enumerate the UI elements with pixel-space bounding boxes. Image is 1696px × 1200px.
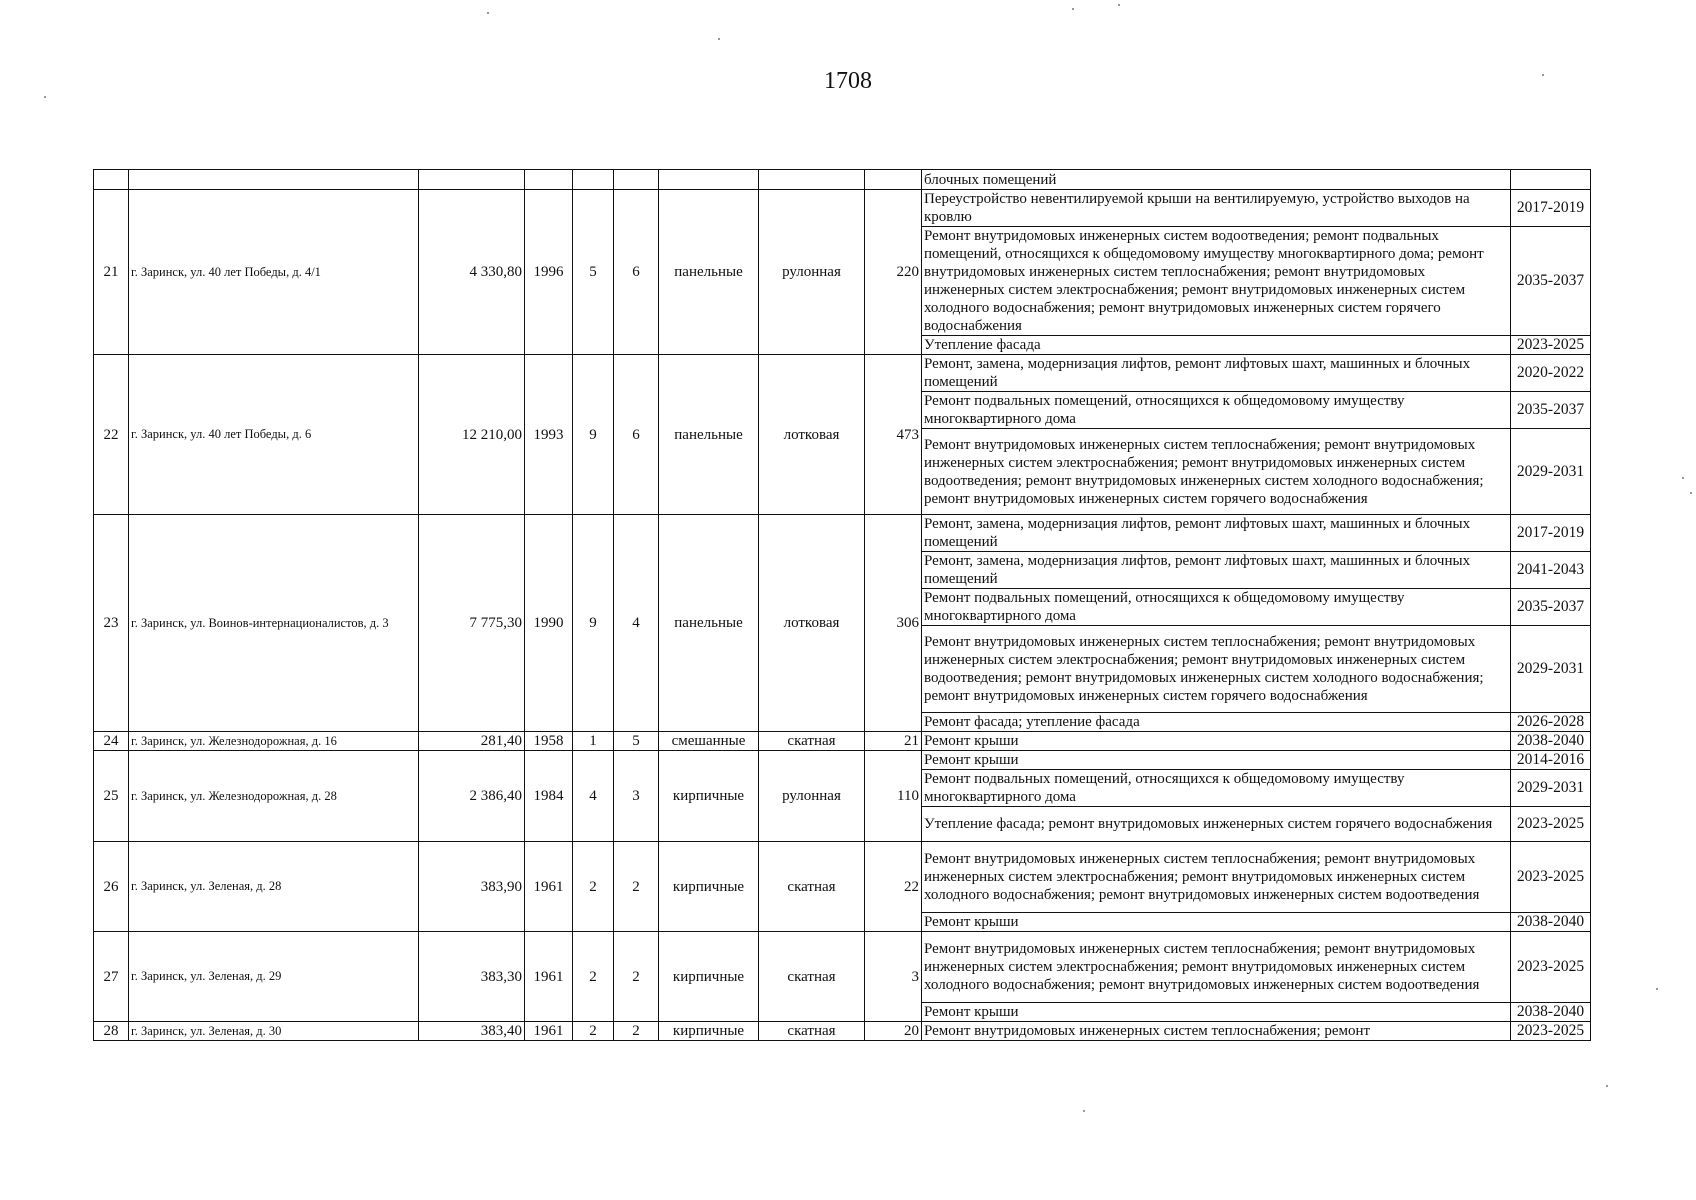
year-built-cell: 1961 xyxy=(525,1022,573,1041)
floors-cell: 2 xyxy=(573,932,614,1022)
table-row xyxy=(94,732,1591,751)
area-cell: 383,90 xyxy=(419,842,525,932)
entrances-cell: 2 xyxy=(614,1022,659,1041)
floors-cell xyxy=(573,170,614,190)
entrances-cell: 6 xyxy=(614,190,659,355)
work-years: 2041-2043 xyxy=(1511,552,1591,589)
entrances-cell: 6 xyxy=(614,355,659,515)
work-years: 2038-2040 xyxy=(1511,732,1591,751)
area-cell: 2 386,40 xyxy=(419,751,525,842)
roof-cell: скатная xyxy=(759,1022,865,1041)
walls-cell xyxy=(659,170,759,190)
scan-speck xyxy=(1083,1110,1085,1112)
address-cell: г. Заринск, ул. Зеленая, д. 29 xyxy=(129,932,419,1022)
floors-cell: 5 xyxy=(573,190,614,355)
address-cell: г. Заринск, ул. Железнодорожная, д. 28 xyxy=(129,751,419,842)
table-body xyxy=(94,170,1591,1041)
scan-speck xyxy=(1606,1085,1608,1087)
work-years: 2017-2019 xyxy=(1511,515,1591,552)
work-cell: блочных помещений xyxy=(922,170,1511,190)
scan-speck xyxy=(1682,477,1684,479)
row-number: 21 xyxy=(94,190,129,355)
walls-cell: кирпичные xyxy=(659,932,759,1022)
area-cell: 7 775,30 xyxy=(419,515,525,732)
table-row xyxy=(94,355,1591,392)
continuation-row xyxy=(94,170,1591,190)
work-years: 2038-2040 xyxy=(1511,1003,1591,1022)
roof-cell: лотковая xyxy=(759,355,865,515)
address-cell: г. Заринск, ул. Зеленая, д. 30 xyxy=(129,1022,419,1041)
year-built-cell: 1990 xyxy=(525,515,573,732)
walls-cell: кирпичные xyxy=(659,842,759,932)
row-number: 25 xyxy=(94,751,129,842)
work-description: Ремонт подвальных помещений, относящихся к общедомовому имуществу многоквартирного дома xyxy=(922,589,1511,626)
work-description: Ремонт, замена, модернизация лифтов, ремонт лифтовых шахт, машинных и блочных помещений xyxy=(922,552,1511,589)
work-description: Ремонт фасада; утепление фасада xyxy=(922,713,1511,732)
work-description: Ремонт внутридомовых инженерных систем теплоснабжения; ремонт внутридомовых инженерных систем электроснабжения; ремонт внутридомовых инженерных систем водоотведения; ремонт внутридомовых инженерных систем холодного водоснабжения; ремонт внутридомовых инженерных систем горячего водоснабжения xyxy=(922,429,1511,515)
entrances-cell: 4 xyxy=(614,515,659,732)
residents-cell: 110 xyxy=(865,751,922,842)
work-description: Ремонт внутридомовых инженерных систем теплоснабжения; ремонт внутридомовых инженерных систем электроснабжения; ремонт внутридомовых инженерных систем водоотведения; ремонт внутридомовых инженерных систем холодного водоснабжения; ремонт внутридомовых инженерных систем горячего водоснабжения xyxy=(922,626,1511,713)
table-row xyxy=(94,751,1591,770)
floors-cell: 2 xyxy=(573,1022,614,1041)
work-years: 2038-2040 xyxy=(1511,913,1591,932)
roof-cell: рулонная xyxy=(759,751,865,842)
table-row xyxy=(94,515,1591,552)
row-number: 27 xyxy=(94,932,129,1022)
row-number: 24 xyxy=(94,732,129,751)
residents-cell: 21 xyxy=(865,732,922,751)
residents-cell xyxy=(865,170,922,190)
walls-cell: кирпичные xyxy=(659,751,759,842)
work-description: Ремонт внутридомовых инженерных систем теплоснабжения; ремонт внутридомовых инженерных систем электроснабжения; ремонт внутридомовых инженерных систем холодного водоснабжения; ремонт внутридомовых инженерных систем водоотведения xyxy=(922,842,1511,913)
row-number: 23 xyxy=(94,515,129,732)
address-cell: г. Заринск, ул. Воинов-интернационалистов, д. 3 xyxy=(129,515,419,732)
work-description: Ремонт, замена, модернизация лифтов, ремонт лифтовых шахт, машинных и блочных помещений xyxy=(922,355,1511,392)
area-cell: 12 210,00 xyxy=(419,355,525,515)
address-cell: г. Заринск, ул. Зеленая, д. 28 xyxy=(129,842,419,932)
entrances-cell xyxy=(614,170,659,190)
roof-cell: скатная xyxy=(759,842,865,932)
housing-repair-table xyxy=(93,169,1591,1041)
scan-speck xyxy=(44,96,46,98)
num-cell xyxy=(94,170,129,190)
row-number: 26 xyxy=(94,842,129,932)
scan-speck xyxy=(487,12,489,14)
roof-cell: лотковая xyxy=(759,515,865,732)
entrances-cell: 2 xyxy=(614,842,659,932)
work-years: 2023-2025 xyxy=(1511,932,1591,1003)
area-cell: 383,40 xyxy=(419,1022,525,1041)
work-years: 2017-2019 xyxy=(1511,190,1591,227)
work-description: Ремонт крыши xyxy=(922,913,1511,932)
address-cell: г. Заринск, ул. Железнодорожная, д. 16 xyxy=(129,732,419,751)
floors-cell: 9 xyxy=(573,355,614,515)
page-number: 1708 xyxy=(824,68,872,94)
area-cell: 4 330,80 xyxy=(419,190,525,355)
roof-cell: рулонная xyxy=(759,190,865,355)
floors-cell: 1 xyxy=(573,732,614,751)
work-description: Ремонт внутридомовых инженерных систем теплоснабжения; ремонт xyxy=(922,1022,1511,1041)
area-cell: 281,40 xyxy=(419,732,525,751)
year-built-cell: 1961 xyxy=(525,842,573,932)
floors-cell: 9 xyxy=(573,515,614,732)
year-built-cell: 1984 xyxy=(525,751,573,842)
roof-cell: скатная xyxy=(759,932,865,1022)
entrances-cell: 5 xyxy=(614,732,659,751)
scan-speck xyxy=(1656,988,1658,990)
work-description: Ремонт крыши xyxy=(922,1003,1511,1022)
work-years: 2014-2016 xyxy=(1511,751,1591,770)
scan-speck xyxy=(1072,8,1074,10)
residents-cell: 306 xyxy=(865,515,922,732)
residents-cell: 20 xyxy=(865,1022,922,1041)
row-number: 28 xyxy=(94,1022,129,1041)
table-row xyxy=(94,190,1591,227)
work-years: 2023-2025 xyxy=(1511,807,1591,842)
year-built-cell: 1961 xyxy=(525,932,573,1022)
row-number: 22 xyxy=(94,355,129,515)
address-cell: г. Заринск, ул. 40 лет Победы, д. 6 xyxy=(129,355,419,515)
work-years: 2035-2037 xyxy=(1511,392,1591,429)
work-years: 2035-2037 xyxy=(1511,227,1591,336)
scan-speck xyxy=(1118,4,1120,6)
work-description: Ремонт крыши xyxy=(922,732,1511,751)
work-years: 2029-2031 xyxy=(1511,626,1591,713)
work-description: Утепление фасада; ремонт внутридомовых инженерных систем горячего водоснабжения xyxy=(922,807,1511,842)
work-description: Ремонт внутридомовых инженерных систем теплоснабжения; ремонт внутридомовых инженерных систем электроснабжения; ремонт внутридомовых инженерных систем холодного водоснабжения; ремонт внутридомовых инженерных систем водоотведения xyxy=(922,932,1511,1003)
table-row xyxy=(94,1022,1591,1041)
work-description: Ремонт подвальных помещений, относящихся к общедомовому имуществу многоквартирного дома xyxy=(922,392,1511,429)
floors-cell: 2 xyxy=(573,842,614,932)
walls-cell: панельные xyxy=(659,190,759,355)
year-built-cell: 1993 xyxy=(525,355,573,515)
work-years: 2020-2022 xyxy=(1511,355,1591,392)
walls-cell: кирпичные xyxy=(659,1022,759,1041)
work-description: Утепление фасада xyxy=(922,336,1511,355)
scan-speck xyxy=(718,38,720,40)
residents-cell: 220 xyxy=(865,190,922,355)
area-cell: 383,30 xyxy=(419,932,525,1022)
entrances-cell: 3 xyxy=(614,751,659,842)
area-cell xyxy=(419,170,525,190)
walls-cell: панельные xyxy=(659,515,759,732)
work-years: 2035-2037 xyxy=(1511,589,1591,626)
work-years: 2023-2025 xyxy=(1511,842,1591,913)
work-years: 2023-2025 xyxy=(1511,1022,1591,1041)
walls-cell: смешанные xyxy=(659,732,759,751)
work-years: 2026-2028 xyxy=(1511,713,1591,732)
work-description: Ремонт подвальных помещений, относящихся к общедомовому имуществу многоквартирного дома xyxy=(922,770,1511,807)
entrances-cell: 2 xyxy=(614,932,659,1022)
year-built-cell: 1958 xyxy=(525,732,573,751)
table-row xyxy=(94,842,1591,913)
work-description: Ремонт, замена, модернизация лифтов, ремонт лифтовых шахт, машинных и блочных помещений xyxy=(922,515,1511,552)
walls-cell: панельные xyxy=(659,355,759,515)
scan-speck xyxy=(1690,492,1692,494)
work-years: 2029-2031 xyxy=(1511,770,1591,807)
address-cell xyxy=(129,170,419,190)
years-cell xyxy=(1511,170,1591,190)
work-description: Ремонт внутридомовых инженерных систем водоотведения; ремонт подвальных помещений, относящихся к общедомовому имуществу многоквартирного дома; ремонт внутридомовых инженерных систем теплоснабжения; ремонт внутридомовых инженерных систем электроснабжения; ремонт внутридомовых инженерных систем холодного водоснабжения; ремонт внутридомовых инженерных систем горячего водоснабжения xyxy=(922,227,1511,336)
work-years: 2023-2025 xyxy=(1511,336,1591,355)
table-row xyxy=(94,932,1591,1003)
residents-cell: 473 xyxy=(865,355,922,515)
roof-cell: скатная xyxy=(759,732,865,751)
address-cell: г. Заринск, ул. 40 лет Победы, д. 4/1 xyxy=(129,190,419,355)
residents-cell: 3 xyxy=(865,932,922,1022)
work-description: Переустройство невентилируемой крыши на вентилируемую, устройство выходов на кровлю xyxy=(922,190,1511,227)
year-built-cell xyxy=(525,170,573,190)
floors-cell: 4 xyxy=(573,751,614,842)
work-years: 2029-2031 xyxy=(1511,429,1591,515)
roof-cell xyxy=(759,170,865,190)
residents-cell: 22 xyxy=(865,842,922,932)
work-description: Ремонт крыши xyxy=(922,751,1511,770)
scan-speck xyxy=(1542,74,1544,76)
year-built-cell: 1996 xyxy=(525,190,573,355)
